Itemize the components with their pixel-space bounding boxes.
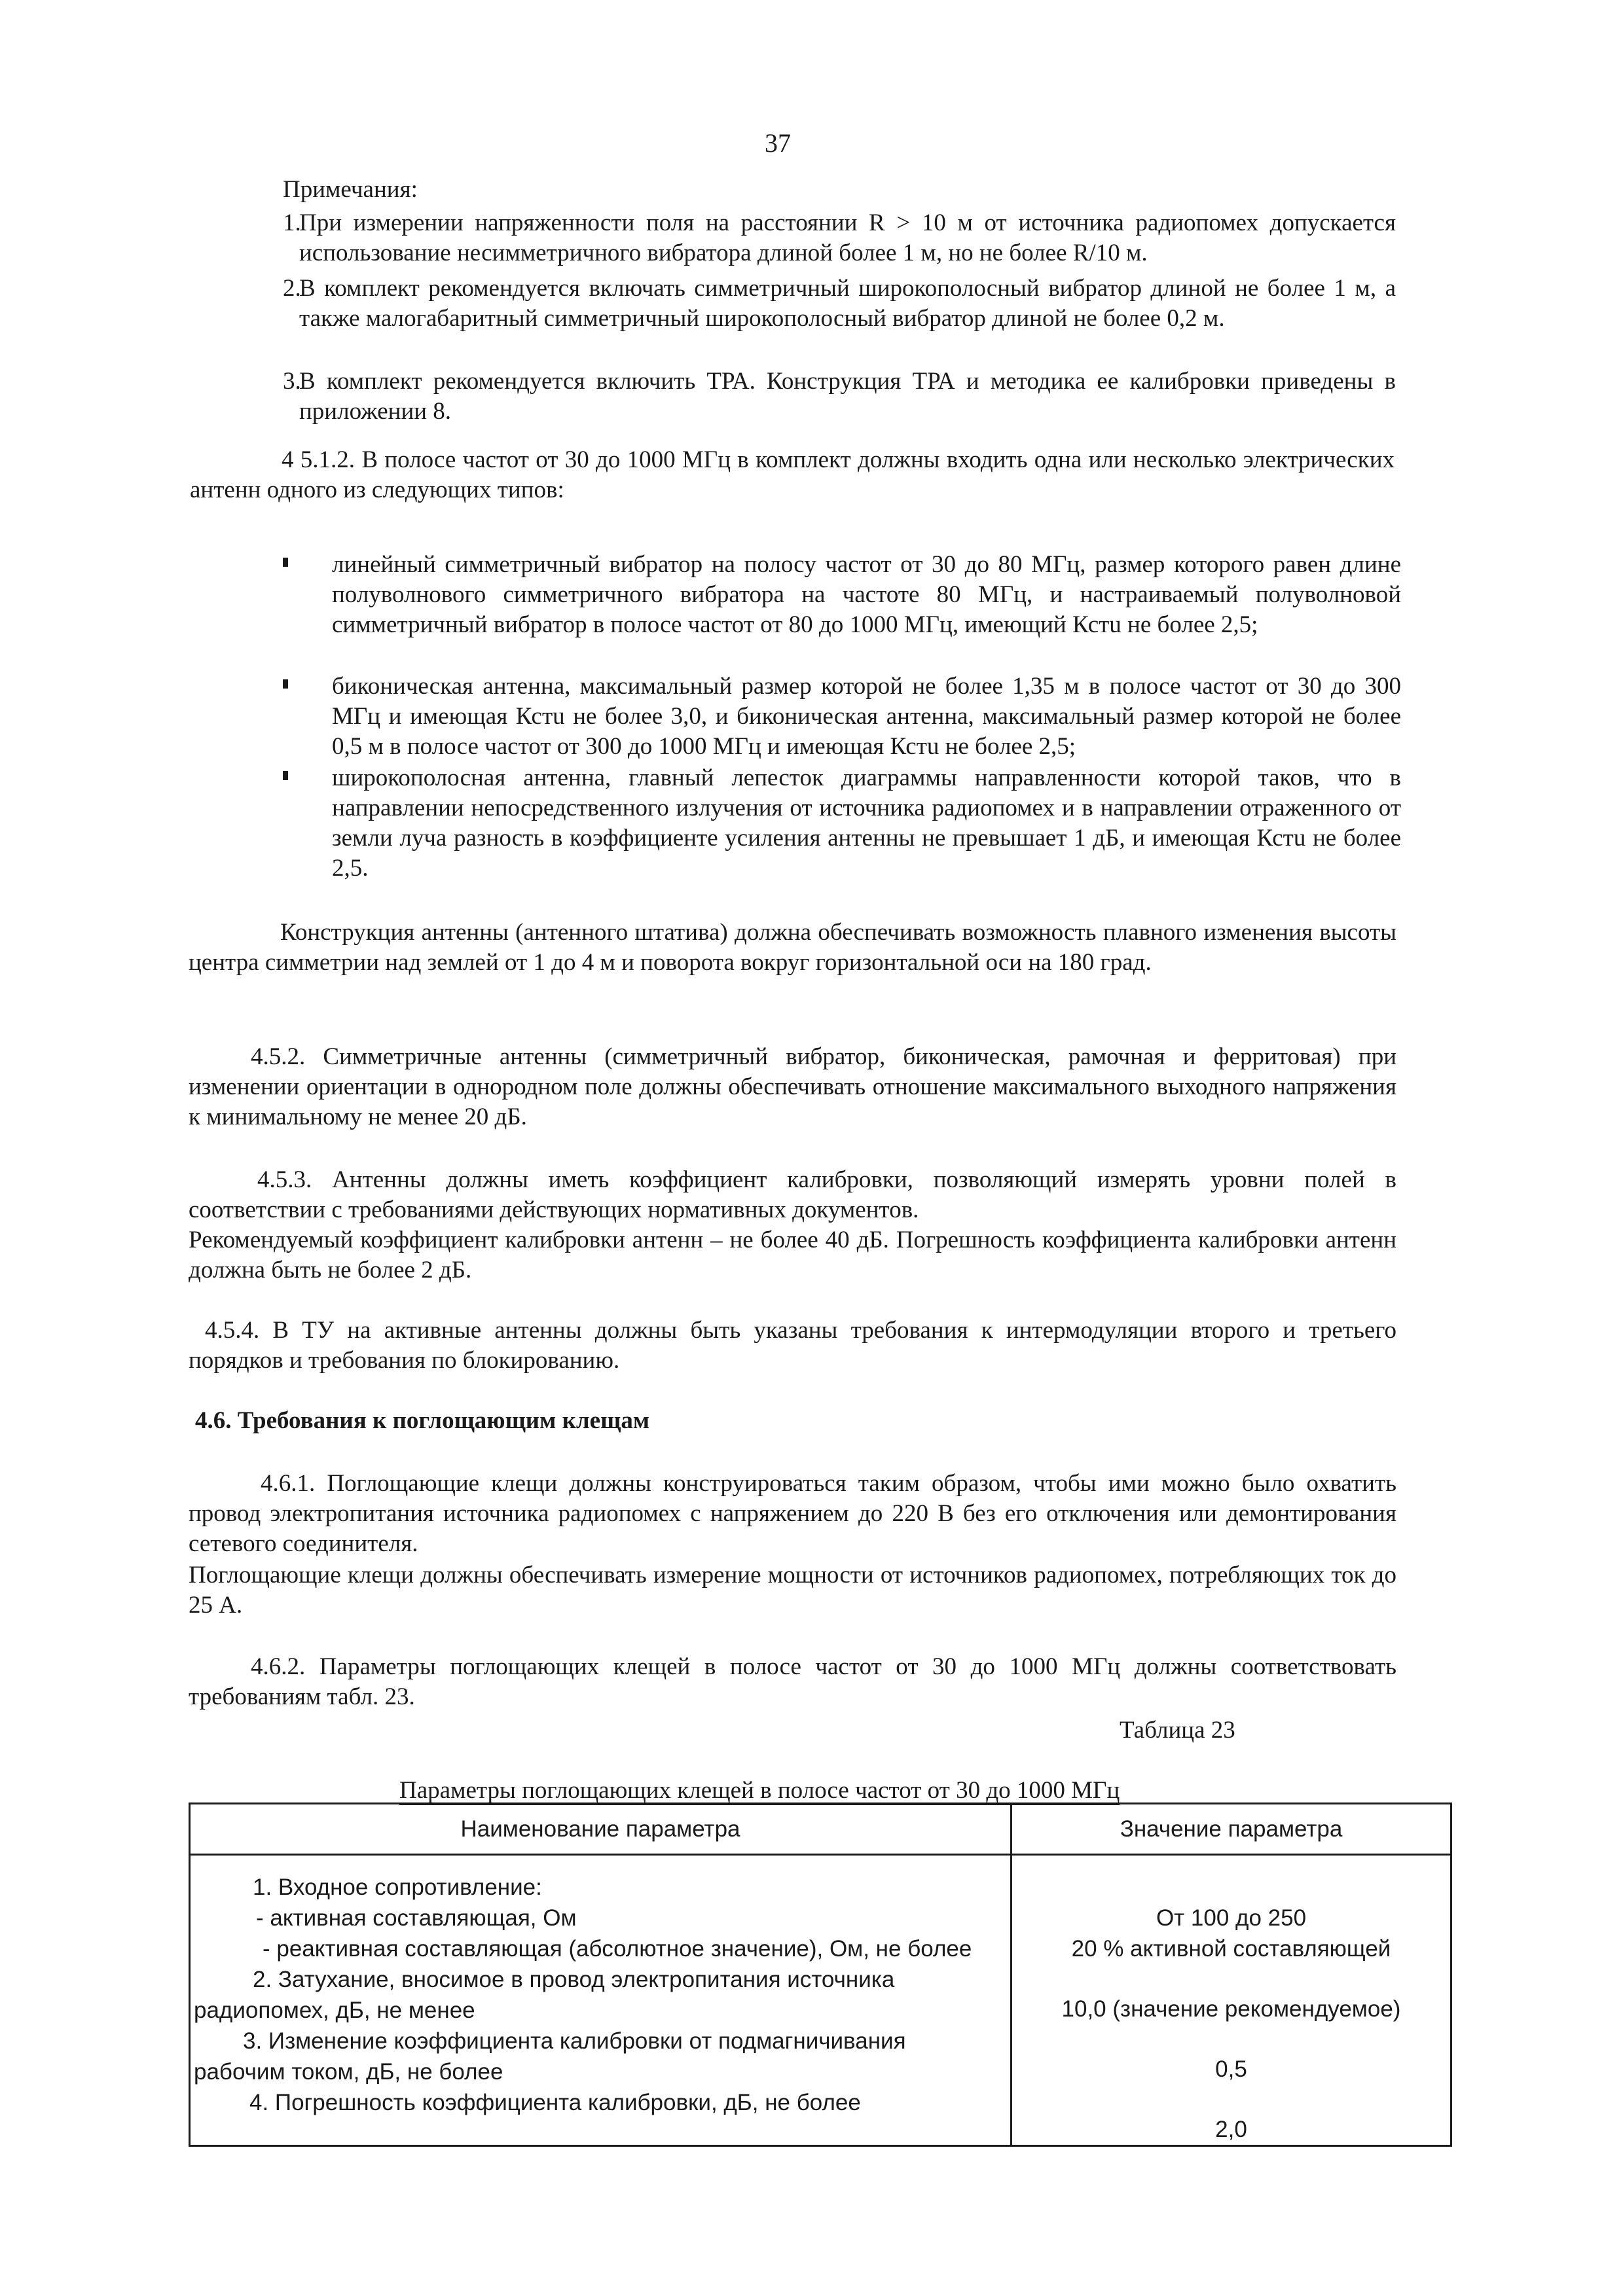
- note-text: В комплект рекомендуется включить ТРА. Конструкция ТРА и методика ее калибровки приведены в приложении 8.: [299, 368, 1396, 425]
- note-number: 3.: [283, 368, 301, 395]
- bullet-marker-icon: [283, 558, 288, 567]
- parameters-table: [189, 1803, 1452, 2147]
- value-line: 0,5: [1215, 2056, 1247, 2082]
- parameter-cell: [190, 1855, 1012, 2146]
- bullet-text: линейный симметричный вибратор на полосу частот от 30 до 80 МГц, размер которого равен длине полуволнового симметричного вибратора на частоте 80 МГц, и настраиваемый полуволновой симметричный вибратор в полосе частот от 80 до 1000 МГц, имеющий Кстu не более 2,5;: [332, 551, 1401, 638]
- note-number: 2.: [283, 275, 301, 302]
- paragraph-4-6-1-cont: Поглощающие клещи должны обеспечивать измерение мощности от источников радиопомех, потребляющих ток до 25 А.: [189, 1562, 1396, 1619]
- table-row: [190, 1855, 1451, 2146]
- bullet-marker-icon: [283, 771, 288, 780]
- value-cell: [1012, 1855, 1451, 2146]
- note-item: [283, 208, 1396, 268]
- section-4-5-1-2: 4 5.1.2. В полосе частот от 30 до 1000 МГц в комплект должны входить одна или несколько электрических антенн одного из следующих типов:: [190, 446, 1395, 503]
- value-line: От 100 до 250: [1156, 1905, 1307, 1931]
- paragraph-4-5-4: 4.5.4. В ТУ на активные антенны должны быть указаны требования к интермодуляции второго и третьего порядков и требования по блокированию.: [189, 1317, 1396, 1374]
- value-line: 10,0 (значение рекомендуемое): [1061, 1996, 1401, 2022]
- paragraph-4-5-2: 4.5.2. Симметричные антенны (симметричный вибратор, биконическая, рамочная и ферритовая) при изменении ориентации в однородном поле должны обеспечивать отношение максимального выходного напряжения к минимальному не менее 20 дБ.: [189, 1043, 1396, 1130]
- note-item: [283, 274, 1396, 334]
- table-title: Параметры поглощающих клещей в полосе частот от 30 до 1000 МГц: [399, 1777, 1120, 1804]
- column-header: Наименование параметра: [190, 1804, 1012, 1855]
- table-header-row: [190, 1804, 1451, 1855]
- table-label: Таблица 23: [1120, 1717, 1235, 1744]
- value-line: 20 % активной составляющей: [1071, 1936, 1391, 1962]
- parameter-line: - реактивная составляющая (абсолютное значение), Ом, не более: [263, 1936, 972, 1962]
- parameter-line: рабочим током, дБ, не более: [194, 2059, 503, 2085]
- parameter-line: 2. Затухание, вносимое в провод электропитания источника: [253, 1967, 895, 1992]
- parameter-line: 4. Погрешность коэффициента калибровки, дБ, не более: [249, 2090, 861, 2115]
- bullet-item: [282, 763, 1401, 884]
- paragraph-4-6-2: 4.6.2. Параметры поглощающих клещей в полосе частот от 30 до 1000 МГц должны соответствовать требованиям табл. 23.: [189, 1653, 1396, 1710]
- column-header: Значение параметра: [1012, 1804, 1451, 1855]
- paragraph-4-5-3: 4.5.3. Антенны должны иметь коэффициент калибровки, позволяющий измерять уровни полей в соответствии с требованиями действующих нормативных документов.: [189, 1166, 1396, 1223]
- paragraph-4-5-3-cont: Рекомендуемый коэффициент калибровки антенн – не более 40 дБ. Погрешность коэффициента калибровки антенн должна быть не более 2 дБ.: [189, 1227, 1396, 1283]
- section-heading-4-6: 4.6. Требования к поглощающим клещам: [195, 1407, 650, 1434]
- parameter-line: радиопомех, дБ, не менее: [194, 1998, 475, 2023]
- note-text: При измерении напряженности поля на расстоянии R > 10 м от источника радиопомех допускается использование несимметричного вибратора длиной более 1 м, но не более R/10 м.: [299, 209, 1396, 266]
- parameter-line: 3. Изменение коэффициента калибровки от подмагничивания: [243, 2028, 906, 2054]
- paragraph-construction: Конструкция антенны (антенного штатива) должна обеспечивать возможность плавного изменения высоты центра симметрии над землей от 1 до 4 м и поворота вокруг горизонтальной оси на 180 град.: [189, 919, 1396, 976]
- note-number: 1.: [283, 209, 301, 236]
- bullet-item: [282, 672, 1401, 762]
- value-line: 2,0: [1215, 2117, 1247, 2142]
- paragraph-4-6-1: 4.6.1. Поглощающие клещи должны конструироваться таким образом, чтобы ими можно было охватить провод электропитания источника радиопомех с напряжением до 220 В без его отключения или демонтирования сетевого соединителя.: [189, 1470, 1396, 1557]
- bullet-item: [282, 550, 1401, 640]
- parameter-line: - активная составляющая, Ом: [256, 1905, 577, 1931]
- bullet-marker-icon: [283, 679, 288, 689]
- bullet-text: широкополосная антенна, главный лепесток диаграммы направленности которой таков, что в направлении непосредственного излучения от источника радиопомех и в направлении отраженного от земли луча разность в коэффициенте усиления антенны не превышает 1 дБ, и имеющая Кстu не более 2,5.: [332, 764, 1401, 882]
- notes-title: Примечания:: [283, 176, 418, 203]
- note-item: [283, 367, 1396, 427]
- bullet-text: биконическая антенна, максимальный размер которой не более 1,35 м в полосе частот от 30 до 300 МГц и имеющая Кстu не более 3,0, и биконическая антенна, максимальный размер которой не более 0,5 м в полосе частот от 300 до 1000 МГц и имеющая Кстu не более 2,5;: [332, 673, 1401, 760]
- parameter-line: 1. Входное сопротивление:: [253, 1874, 542, 1900]
- note-text: В комплект рекомендуется включать симметричный широкополосный вибратор длиной не более 1 м, а также малогабаритный симметричный широкополосный вибратор длиной не более 0,2 м.: [299, 275, 1396, 332]
- page-number: 37: [765, 128, 791, 158]
